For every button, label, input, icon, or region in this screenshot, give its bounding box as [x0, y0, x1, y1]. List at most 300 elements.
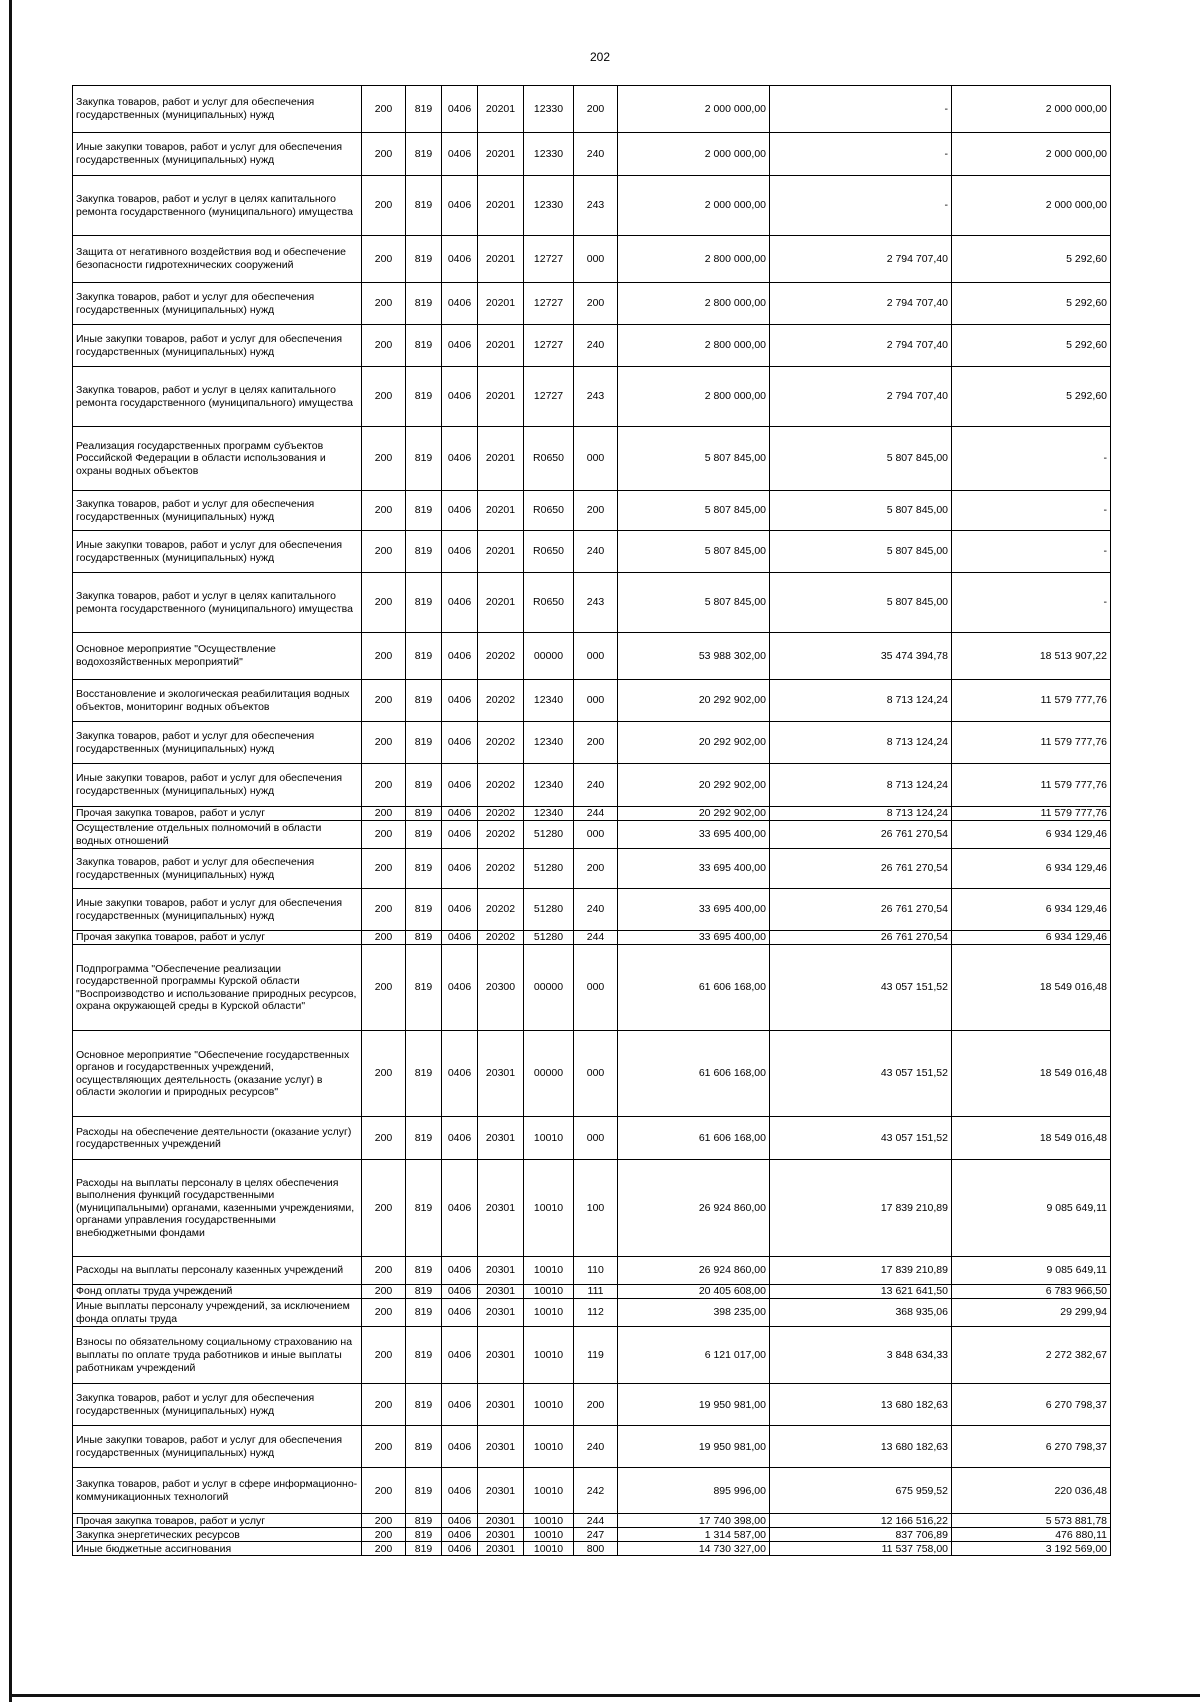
- code-cs2: 51280: [524, 821, 574, 849]
- code-rz: 200: [362, 325, 406, 367]
- amount-remaining: 6 934 129,46: [952, 849, 1111, 889]
- code-gr: 819: [406, 176, 442, 236]
- amount-remaining: 6 783 966,50: [952, 1285, 1111, 1299]
- amount-approved: 2 800 000,00: [618, 283, 770, 325]
- code-vr: 200: [574, 1384, 618, 1426]
- code-pr: 0406: [442, 807, 478, 821]
- code-gr: 819: [406, 1117, 442, 1160]
- code-rz: 200: [362, 1257, 406, 1285]
- code-vr: 244: [574, 807, 618, 821]
- code-pr: 0406: [442, 1514, 478, 1528]
- code-cs: 20201: [478, 573, 524, 633]
- page-number: 202: [589, 50, 611, 64]
- code-cs: 20300: [478, 945, 524, 1031]
- code-cs: 20202: [478, 889, 524, 931]
- code-gr: 819: [406, 1426, 442, 1468]
- amount-approved: 2 000 000,00: [618, 176, 770, 236]
- code-vr: 240: [574, 1426, 618, 1468]
- amount-executed: 5 807 845,00: [770, 427, 952, 491]
- code-cs2: 12330: [524, 86, 574, 133]
- code-gr: 819: [406, 633, 442, 680]
- code-cs2: 12330: [524, 133, 574, 176]
- code-rz: 200: [362, 1299, 406, 1327]
- code-cs: 20201: [478, 133, 524, 176]
- table-row: [73, 573, 1111, 633]
- row-name: Закупка товаров, работ и услуг для обеспечения государственных (муниципальных) нужд: [73, 86, 362, 133]
- amount-remaining: 5 292,60: [952, 367, 1111, 427]
- table-row: [73, 133, 1111, 176]
- table-row: [73, 889, 1111, 931]
- code-pr: 0406: [442, 1426, 478, 1468]
- amount-executed: 43 057 151,52: [770, 945, 952, 1031]
- code-cs2: 10010: [524, 1542, 574, 1556]
- row-name: Закупка товаров, работ и услуг для обеспечения государственных (муниципальных) нужд: [73, 1384, 362, 1426]
- code-rz: 200: [362, 1117, 406, 1160]
- amount-executed: 35 474 394,78: [770, 633, 952, 680]
- table-row: [73, 821, 1111, 849]
- code-pr: 0406: [442, 86, 478, 133]
- code-pr: 0406: [442, 1299, 478, 1327]
- amount-approved: 33 695 400,00: [618, 821, 770, 849]
- table-row: [73, 680, 1111, 722]
- amount-executed: 17 839 210,89: [770, 1257, 952, 1285]
- code-cs: 20201: [478, 236, 524, 283]
- amount-approved: 33 695 400,00: [618, 889, 770, 931]
- code-gr: 819: [406, 1514, 442, 1528]
- row-name: Иные закупки товаров, работ и услуг для обеспечения государственных (муниципальных) нужд: [73, 1426, 362, 1468]
- code-cs: 20201: [478, 491, 524, 531]
- row-name: Восстановление и экологическая реабилитация водных объектов, мониторинг водных объектов: [73, 680, 362, 722]
- code-cs2: 12727: [524, 367, 574, 427]
- row-name: Расходы на обеспечение деятельности (оказание услуг) государственных учреждений: [73, 1117, 362, 1160]
- code-rz: 200: [362, 1327, 406, 1384]
- code-vr: 119: [574, 1327, 618, 1384]
- row-name: Основное мероприятие "Осуществление водохозяйственных мероприятий": [73, 633, 362, 680]
- amount-approved: 20 292 902,00: [618, 722, 770, 764]
- code-gr: 819: [406, 889, 442, 931]
- row-name: Закупка товаров, работ и услуг для обеспечения государственных (муниципальных) нужд: [73, 722, 362, 764]
- amount-approved: 61 606 168,00: [618, 945, 770, 1031]
- code-vr: 100: [574, 1160, 618, 1257]
- code-rz: 200: [362, 680, 406, 722]
- amount-executed: 2 794 707,40: [770, 283, 952, 325]
- table-row: [73, 945, 1111, 1031]
- code-cs: 20301: [478, 1528, 524, 1542]
- row-name: Реализация государственных программ субъектов Российской Федерации в области использования и охраны водных объектов: [73, 427, 362, 491]
- code-cs2: 10010: [524, 1285, 574, 1299]
- amount-approved: 5 807 845,00: [618, 573, 770, 633]
- table-row: [73, 1285, 1111, 1299]
- amount-remaining: 6 934 129,46: [952, 931, 1111, 945]
- code-rz: 200: [362, 176, 406, 236]
- code-cs2: 10010: [524, 1514, 574, 1528]
- code-cs: 20202: [478, 764, 524, 807]
- row-name: Основное мероприятие "Обеспечение государственных органов и государственных учреждений, осуществляющих деятельность (оказание услуг) в области экологии и природных ресурсов": [73, 1031, 362, 1117]
- row-name: Закупка товаров, работ и услуг для обеспечения государственных (муниципальных) нужд: [73, 283, 362, 325]
- amount-executed: 8 713 124,24: [770, 722, 952, 764]
- table-row: [73, 531, 1111, 573]
- code-pr: 0406: [442, 1285, 478, 1299]
- code-vr: 112: [574, 1299, 618, 1327]
- code-rz: 200: [362, 1514, 406, 1528]
- scan-frame-left: [9, 0, 12, 1702]
- amount-approved: 17 740 398,00: [618, 1514, 770, 1528]
- row-name: Прочая закупка товаров, работ и услуг: [73, 931, 362, 945]
- amount-remaining: 29 299,94: [952, 1299, 1111, 1327]
- code-cs: 20301: [478, 1299, 524, 1327]
- code-cs: 20301: [478, 1514, 524, 1528]
- code-cs: 20301: [478, 1160, 524, 1257]
- amount-executed: 2 794 707,40: [770, 325, 952, 367]
- code-cs: 20202: [478, 722, 524, 764]
- amount-executed: 2 794 707,40: [770, 367, 952, 427]
- code-rz: 200: [362, 633, 406, 680]
- amount-remaining: 2 000 000,00: [952, 176, 1111, 236]
- table-row: [73, 176, 1111, 236]
- code-rz: 200: [362, 367, 406, 427]
- code-pr: 0406: [442, 1257, 478, 1285]
- amount-executed: 837 706,89: [770, 1528, 952, 1542]
- code-pr: 0406: [442, 1528, 478, 1542]
- code-cs: 20201: [478, 367, 524, 427]
- amount-executed: 3 848 634,33: [770, 1327, 952, 1384]
- code-cs2: 10010: [524, 1327, 574, 1384]
- amount-executed: 675 959,52: [770, 1468, 952, 1514]
- code-pr: 0406: [442, 633, 478, 680]
- code-vr: 242: [574, 1468, 618, 1514]
- code-pr: 0406: [442, 325, 478, 367]
- amount-executed: 5 807 845,00: [770, 573, 952, 633]
- code-vr: 247: [574, 1528, 618, 1542]
- row-name: Закупка товаров, работ и услуг в сфере информационно-коммуникационных технологий: [73, 1468, 362, 1514]
- code-cs2: 12340: [524, 680, 574, 722]
- code-rz: 200: [362, 427, 406, 491]
- code-cs: 20301: [478, 1468, 524, 1514]
- code-rz: 200: [362, 573, 406, 633]
- row-name: Осуществление отдельных полномочий в области водных отношений: [73, 821, 362, 849]
- row-name: Закупка товаров, работ и услуг для обеспечения государственных (муниципальных) нужд: [73, 491, 362, 531]
- code-rz: 200: [362, 945, 406, 1031]
- amount-approved: 26 924 860,00: [618, 1257, 770, 1285]
- code-cs: 20202: [478, 807, 524, 821]
- amount-executed: 13 680 182,63: [770, 1426, 952, 1468]
- amount-executed: 26 761 270,54: [770, 931, 952, 945]
- table-row: [73, 1528, 1111, 1542]
- code-vr: 243: [574, 573, 618, 633]
- code-vr: 000: [574, 821, 618, 849]
- amount-remaining: 18 549 016,48: [952, 1031, 1111, 1117]
- code-rz: 200: [362, 1160, 406, 1257]
- code-gr: 819: [406, 133, 442, 176]
- code-gr: 819: [406, 1257, 442, 1285]
- amount-remaining: 220 036,48: [952, 1468, 1111, 1514]
- amount-approved: 5 807 845,00: [618, 427, 770, 491]
- code-cs2: 12727: [524, 236, 574, 283]
- budget-table-body: [73, 86, 1111, 1556]
- amount-remaining: 6 270 798,37: [952, 1426, 1111, 1468]
- table-row: [73, 1031, 1111, 1117]
- table-row: [73, 807, 1111, 821]
- code-gr: 819: [406, 573, 442, 633]
- code-rz: 200: [362, 889, 406, 931]
- code-cs: 20201: [478, 86, 524, 133]
- row-name: Иные закупки товаров, работ и услуг для обеспечения государственных (муниципальных) нужд: [73, 531, 362, 573]
- row-name: Подпрограмма "Обеспечение реализации государственной программы Курской области "Воспроизводство и использование природных ресурсов, охрана окружающей среды в Курской области": [73, 945, 362, 1031]
- table-row: [73, 931, 1111, 945]
- code-gr: 819: [406, 764, 442, 807]
- row-name: Иные бюджетные ассигнования: [73, 1542, 362, 1556]
- code-cs2: 51280: [524, 931, 574, 945]
- code-cs2: 10010: [524, 1528, 574, 1542]
- code-rz: 200: [362, 849, 406, 889]
- code-vr: 200: [574, 849, 618, 889]
- code-rz: 200: [362, 133, 406, 176]
- table-row: [73, 633, 1111, 680]
- amount-remaining: 3 192 569,00: [952, 1542, 1111, 1556]
- code-rz: 200: [362, 722, 406, 764]
- code-rz: 200: [362, 1285, 406, 1299]
- code-cs: 20301: [478, 1384, 524, 1426]
- table-row: [73, 1299, 1111, 1327]
- row-name: Закупка товаров, работ и услуг в целях капитального ремонта государственного (муниципального) имущества: [73, 573, 362, 633]
- code-vr: 240: [574, 889, 618, 931]
- code-cs2: 10010: [524, 1160, 574, 1257]
- amount-remaining: 5 292,60: [952, 236, 1111, 283]
- row-name: Прочая закупка товаров, работ и услуг: [73, 807, 362, 821]
- table-row: [73, 325, 1111, 367]
- code-gr: 819: [406, 1285, 442, 1299]
- code-rz: 200: [362, 236, 406, 283]
- code-pr: 0406: [442, 849, 478, 889]
- code-gr: 819: [406, 367, 442, 427]
- budget-table: [72, 85, 1111, 1556]
- code-cs: 20202: [478, 633, 524, 680]
- code-gr: 819: [406, 1528, 442, 1542]
- code-gr: 819: [406, 531, 442, 573]
- amount-remaining: -: [952, 531, 1111, 573]
- amount-approved: 1 314 587,00: [618, 1528, 770, 1542]
- table-row: [73, 1160, 1111, 1257]
- code-cs2: 12727: [524, 325, 574, 367]
- code-cs2: 00000: [524, 1031, 574, 1117]
- code-vr: 800: [574, 1542, 618, 1556]
- code-gr: 819: [406, 849, 442, 889]
- code-pr: 0406: [442, 821, 478, 849]
- row-name: Расходы на выплаты персоналу казенных учреждений: [73, 1257, 362, 1285]
- code-pr: 0406: [442, 680, 478, 722]
- code-pr: 0406: [442, 931, 478, 945]
- code-vr: 240: [574, 133, 618, 176]
- code-vr: 111: [574, 1285, 618, 1299]
- table-row: [73, 1117, 1111, 1160]
- code-vr: 000: [574, 945, 618, 1031]
- code-cs: 20201: [478, 531, 524, 573]
- code-cs2: 10010: [524, 1468, 574, 1514]
- amount-remaining: 18 549 016,48: [952, 945, 1111, 1031]
- code-rz: 200: [362, 1426, 406, 1468]
- code-vr: 000: [574, 236, 618, 283]
- amount-approved: 19 950 981,00: [618, 1426, 770, 1468]
- code-pr: 0406: [442, 889, 478, 931]
- code-gr: 819: [406, 491, 442, 531]
- code-gr: 819: [406, 1031, 442, 1117]
- code-vr: 244: [574, 931, 618, 945]
- amount-remaining: 11 579 777,76: [952, 722, 1111, 764]
- code-vr: 200: [574, 86, 618, 133]
- amount-approved: 398 235,00: [618, 1299, 770, 1327]
- table-row: [73, 86, 1111, 133]
- code-cs: 20202: [478, 821, 524, 849]
- row-name: Закупка товаров, работ и услуг для обеспечения государственных (муниципальных) нужд: [73, 849, 362, 889]
- code-pr: 0406: [442, 1117, 478, 1160]
- code-cs: 20202: [478, 680, 524, 722]
- code-rz: 200: [362, 1031, 406, 1117]
- code-rz: 200: [362, 283, 406, 325]
- row-name: Закупка товаров, работ и услуг в целях капитального ремонта государственного (муниципального) имущества: [73, 367, 362, 427]
- code-vr: 240: [574, 325, 618, 367]
- amount-approved: 14 730 327,00: [618, 1542, 770, 1556]
- table-row: [73, 427, 1111, 491]
- amount-executed: 2 794 707,40: [770, 236, 952, 283]
- code-pr: 0406: [442, 531, 478, 573]
- amount-executed: 5 807 845,00: [770, 531, 952, 573]
- row-name: Иные закупки товаров, работ и услуг для обеспечения государственных (муниципальных) нужд: [73, 889, 362, 931]
- code-pr: 0406: [442, 491, 478, 531]
- code-gr: 819: [406, 722, 442, 764]
- code-vr: 243: [574, 367, 618, 427]
- code-rz: 200: [362, 1384, 406, 1426]
- row-name: Иные выплаты персоналу учреждений, за исключением фонда оплаты труда: [73, 1299, 362, 1327]
- code-pr: 0406: [442, 367, 478, 427]
- code-gr: 819: [406, 680, 442, 722]
- code-cs: 20201: [478, 176, 524, 236]
- code-vr: 000: [574, 1117, 618, 1160]
- code-cs: 20201: [478, 325, 524, 367]
- amount-executed: 13 680 182,63: [770, 1384, 952, 1426]
- code-pr: 0406: [442, 573, 478, 633]
- amount-approved: 2 800 000,00: [618, 325, 770, 367]
- amount-executed: 17 839 210,89: [770, 1160, 952, 1257]
- code-rz: 200: [362, 531, 406, 573]
- code-gr: 819: [406, 1542, 442, 1556]
- code-pr: 0406: [442, 1031, 478, 1117]
- code-vr: 244: [574, 1514, 618, 1528]
- table-row: [73, 1514, 1111, 1528]
- amount-executed: 368 935,06: [770, 1299, 952, 1327]
- amount-approved: 26 924 860,00: [618, 1160, 770, 1257]
- code-pr: 0406: [442, 1160, 478, 1257]
- code-cs2: 12330: [524, 176, 574, 236]
- code-vr: 240: [574, 531, 618, 573]
- table-row: [73, 283, 1111, 325]
- amount-approved: 2 800 000,00: [618, 367, 770, 427]
- code-vr: 243: [574, 176, 618, 236]
- code-cs2: 10010: [524, 1299, 574, 1327]
- amount-executed: 5 807 845,00: [770, 491, 952, 531]
- amount-executed: 26 761 270,54: [770, 889, 952, 931]
- code-cs2: 00000: [524, 945, 574, 1031]
- amount-executed: 8 713 124,24: [770, 680, 952, 722]
- amount-executed: 8 713 124,24: [770, 764, 952, 807]
- code-cs: 20301: [478, 1117, 524, 1160]
- code-pr: 0406: [442, 764, 478, 807]
- table-row: [73, 1327, 1111, 1384]
- code-vr: 240: [574, 764, 618, 807]
- code-pr: 0406: [442, 176, 478, 236]
- row-name: Закупка товаров, работ и услуг в целях капитального ремонта государственного (муниципального) имущества: [73, 176, 362, 236]
- code-cs2: 51280: [524, 849, 574, 889]
- amount-executed: 12 166 516,22: [770, 1514, 952, 1528]
- amount-remaining: 5 292,60: [952, 283, 1111, 325]
- amount-remaining: -: [952, 491, 1111, 531]
- row-name: Защита от негативного воздействия вод и обеспечение безопасности гидротехнических сооружений: [73, 236, 362, 283]
- amount-remaining: 18 513 907,22: [952, 633, 1111, 680]
- code-cs2: R0650: [524, 573, 574, 633]
- amount-executed: 13 621 641,50: [770, 1285, 952, 1299]
- code-cs2: 10010: [524, 1426, 574, 1468]
- code-pr: 0406: [442, 945, 478, 1031]
- code-vr: 110: [574, 1257, 618, 1285]
- amount-approved: 5 807 845,00: [618, 491, 770, 531]
- amount-approved: 20 292 902,00: [618, 764, 770, 807]
- code-gr: 819: [406, 931, 442, 945]
- row-name: Закупка энергетических ресурсов: [73, 1528, 362, 1542]
- row-name: Взносы по обязательному социальному страхованию на выплаты по оплате труда работников и иные выплаты работникам учреждений: [73, 1327, 362, 1384]
- amount-approved: 20 405 608,00: [618, 1285, 770, 1299]
- code-pr: 0406: [442, 1327, 478, 1384]
- scan-frame-bottom: [9, 1694, 1200, 1697]
- table-row: [73, 764, 1111, 807]
- amount-remaining: -: [952, 427, 1111, 491]
- code-cs2: 12340: [524, 764, 574, 807]
- code-cs2: 00000: [524, 633, 574, 680]
- amount-remaining: 6 934 129,46: [952, 821, 1111, 849]
- amount-remaining: 476 880,11: [952, 1528, 1111, 1542]
- amount-executed: 43 057 151,52: [770, 1117, 952, 1160]
- code-cs: 20201: [478, 283, 524, 325]
- table-row: [73, 1426, 1111, 1468]
- amount-executed: 11 537 758,00: [770, 1542, 952, 1556]
- code-pr: 0406: [442, 133, 478, 176]
- code-cs2: R0650: [524, 531, 574, 573]
- code-vr: 000: [574, 1031, 618, 1117]
- code-gr: 819: [406, 86, 442, 133]
- code-cs2: 10010: [524, 1117, 574, 1160]
- table-row: [73, 236, 1111, 283]
- code-rz: 200: [362, 86, 406, 133]
- amount-approved: 2 000 000,00: [618, 133, 770, 176]
- amount-approved: 33 695 400,00: [618, 849, 770, 889]
- amount-approved: 19 950 981,00: [618, 1384, 770, 1426]
- amount-executed: 26 761 270,54: [770, 849, 952, 889]
- code-gr: 819: [406, 236, 442, 283]
- code-cs2: R0650: [524, 491, 574, 531]
- table-row: [73, 1257, 1111, 1285]
- amount-remaining: 6 934 129,46: [952, 889, 1111, 931]
- amount-remaining: 11 579 777,76: [952, 764, 1111, 807]
- code-vr: 200: [574, 722, 618, 764]
- code-rz: 200: [362, 807, 406, 821]
- amount-approved: 20 292 902,00: [618, 680, 770, 722]
- code-pr: 0406: [442, 1468, 478, 1514]
- code-rz: 200: [362, 1528, 406, 1542]
- table-row: [73, 1542, 1111, 1556]
- code-cs2: 51280: [524, 889, 574, 931]
- code-gr: 819: [406, 325, 442, 367]
- code-gr: 819: [406, 1468, 442, 1514]
- amount-remaining: -: [952, 573, 1111, 633]
- table-row: [73, 1468, 1111, 1514]
